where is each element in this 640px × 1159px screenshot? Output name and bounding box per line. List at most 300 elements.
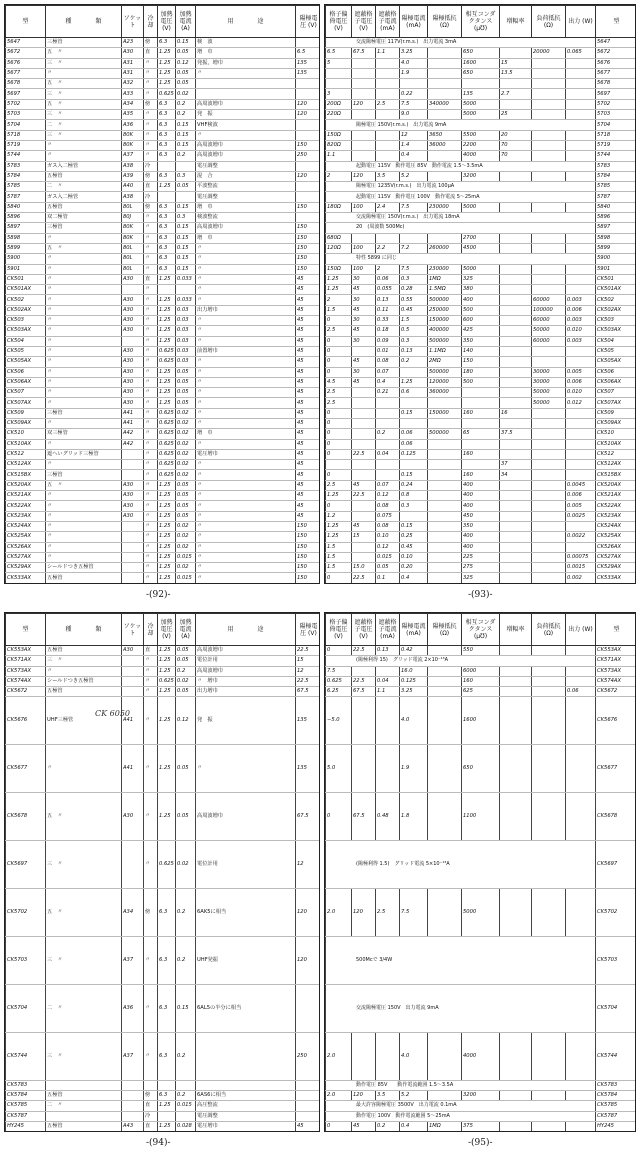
table-cell (122, 285, 144, 295)
table-cell: 〃 (144, 687, 158, 697)
table-cell: CK5704 (6, 984, 46, 1032)
table-cell (428, 666, 462, 676)
table-cell: 0.1 (376, 573, 400, 583)
table-cell: 4.0 (400, 1032, 428, 1080)
table-cell: 6.3 (158, 223, 176, 233)
table-cell: CK529AX (6, 563, 46, 573)
table-cell (566, 171, 596, 181)
table-row (326, 889, 637, 937)
table-cell: 1.25 (326, 274, 352, 284)
column-header: ソケット (122, 614, 144, 646)
table-row (6, 1090, 321, 1100)
table-cell (500, 511, 532, 521)
table-cell (376, 140, 400, 150)
table-95 (325, 613, 636, 1132)
table-cell (500, 1032, 532, 1080)
table-cell: 五極管 (46, 202, 122, 212)
table-cell: 〃 (144, 552, 158, 562)
table-cell: CK515BX (6, 470, 46, 480)
table-cell (296, 213, 321, 223)
table-cell: CK504 (6, 336, 46, 346)
column-header: 冷却 (144, 6, 158, 38)
table-cell (566, 274, 596, 284)
table-row (6, 48, 321, 58)
table-cell (428, 511, 462, 521)
table-cell: 0.24 (400, 480, 428, 490)
table-cell: CK525AX (6, 532, 46, 542)
table-cell: 電圧調整 (196, 192, 296, 202)
table-cell (532, 666, 566, 676)
table-cell (352, 470, 376, 480)
table-cell: 〃 (144, 357, 158, 367)
table-cell (532, 573, 566, 583)
table-cell: 625 (462, 687, 500, 697)
table-cell (462, 439, 500, 449)
table-cell: 0.21 (376, 388, 400, 398)
table-cell: 0.2 (176, 110, 196, 120)
table-cell: 〃 (46, 501, 122, 511)
table-cell: CK522AX (6, 501, 46, 511)
table-cell: 6.3 (158, 171, 176, 181)
table-row (6, 254, 321, 264)
table-cell (566, 346, 596, 356)
table-cell: 電圧調整 (196, 1111, 296, 1121)
table-cell: 0.15 (400, 408, 428, 418)
table-cell: 15.0 (352, 563, 376, 573)
table-row (326, 1111, 637, 1121)
table-cell (122, 583, 144, 584)
table-cell: 1.25 (158, 388, 176, 398)
table-cell: 5901 (596, 264, 637, 274)
table-cell (400, 398, 428, 408)
table-cell: 0.625 (158, 89, 176, 99)
table-cell: 7.5 (326, 666, 352, 676)
table-cell: 13.5 (500, 68, 532, 78)
table-cell: 1.25 (158, 367, 176, 377)
table-cell: 0.05 (176, 68, 196, 78)
table-cell: 4.5 (326, 377, 352, 387)
table-cell: 〃 (196, 130, 296, 140)
table-cell (428, 521, 462, 531)
table-cell: 1.9 (400, 745, 428, 793)
table-cell: 250 (296, 1032, 321, 1080)
table-cell: 0.06 (376, 274, 400, 284)
table-cell (566, 793, 596, 841)
table-cell: A30 (122, 501, 144, 511)
table-row (6, 408, 321, 418)
table-cell: HY245 (596, 1121, 637, 1131)
table-cell: 0.625 (158, 408, 176, 418)
table-cell (532, 1090, 566, 1100)
table-cell: 6.3 (158, 38, 176, 48)
table-cell: 二 〃 (46, 1101, 122, 1111)
table-cell: 5676 (6, 58, 46, 68)
table-cell: CK509 (6, 408, 46, 418)
table-cell: 高周波増巾 (196, 223, 296, 233)
table-cell: 〃 (46, 140, 122, 150)
page-number-95: -(95)- (468, 1138, 493, 1148)
table-cell: 0 (326, 336, 352, 346)
column-header: 種 類 (46, 614, 122, 646)
table-cell: A23 (122, 38, 144, 48)
table-cell (428, 542, 462, 552)
table-cell: 検 波 (196, 38, 296, 48)
table-cell: 22.5 (296, 646, 321, 656)
table-cell (500, 233, 532, 243)
table-cell: 0 (326, 408, 352, 418)
table-cell: 45 (352, 480, 376, 490)
table-cell: 〃 (144, 501, 158, 511)
table-cell: 3650 (428, 130, 462, 140)
table-cell: 150000 (428, 408, 462, 418)
table-92 (5, 5, 320, 584)
table-cell: CK5672 (596, 687, 637, 697)
table-cell: A30 (122, 480, 144, 490)
table-cell: 増 巾 (196, 202, 296, 212)
table-row (326, 213, 637, 223)
table-cell (376, 151, 400, 161)
table-cell (122, 552, 144, 562)
table-cell: 0 (326, 470, 352, 480)
table-cell: 0.02 (176, 408, 196, 418)
table-cell: 1.1 (326, 151, 352, 161)
table-cell (566, 439, 596, 449)
table-cell: 五極管 (46, 1090, 122, 1100)
table-cell: 0.22 (400, 89, 428, 99)
table-cell: 1.25 (326, 491, 352, 501)
table-row (326, 285, 637, 295)
table-row (326, 182, 637, 192)
table-cell: 1.25 (158, 305, 176, 315)
table-row (6, 418, 321, 428)
table-cell (500, 501, 532, 511)
table-cell: CK502AX (596, 305, 637, 315)
table-cell: 1.25 (158, 745, 176, 793)
table-cell: 直 (144, 646, 158, 656)
table-row (326, 583, 637, 584)
table-cell: CK520AX (6, 480, 46, 490)
table-cell: 2.5 (376, 889, 400, 937)
page-number-93: -(93)- (468, 590, 493, 600)
table-cell: 80K (122, 140, 144, 150)
table-cell: 0.02 (176, 470, 196, 480)
table-cell: 0.012 (566, 398, 596, 408)
table-row (326, 511, 637, 521)
table-cell (352, 542, 376, 552)
table-cell: 30000 (532, 377, 566, 387)
table-cell (196, 583, 296, 584)
column-header: 加熱電流 (A) (176, 6, 196, 38)
table-cell: 2.5 (326, 480, 352, 490)
table-cell: 〃 (46, 460, 122, 470)
table-row (326, 161, 637, 171)
table-cell: 直 (144, 182, 158, 192)
table-cell (376, 130, 400, 140)
table-cell: 0.2 (176, 99, 196, 109)
table-cell: CK512AX (6, 460, 46, 470)
table-row (6, 841, 321, 889)
table-row (6, 460, 321, 470)
table-cell: 〃 (46, 439, 122, 449)
table-cell (500, 264, 532, 274)
table-cell: 〃 (144, 120, 158, 130)
table-cell: 〃 (196, 745, 296, 793)
table-cell: 45 (352, 357, 376, 367)
table-cell: 0 (326, 646, 352, 656)
table-cell (566, 666, 596, 676)
table-cell (296, 583, 321, 584)
table-cell: 1.5 (326, 563, 352, 573)
column-header: 遮蔽格子電流 (mA) (376, 614, 400, 646)
table-cell (532, 408, 566, 418)
table-cell: 直 (144, 274, 158, 284)
table-cell (500, 687, 532, 697)
table-cell: 0.2 (376, 1121, 400, 1131)
table-cell: CK5787 (6, 1111, 46, 1121)
table-cell: 0.45 (400, 542, 428, 552)
table-cell: CK521AX (596, 491, 637, 501)
table-row (326, 542, 637, 552)
table-cell: 五極管 (46, 573, 122, 583)
table-row (6, 542, 321, 552)
table-cell: 1MΩ (428, 274, 462, 284)
table-row (6, 532, 321, 542)
table-cell: 400 (462, 491, 500, 501)
table-cell: 〃 (46, 151, 122, 161)
table-cell (532, 745, 566, 793)
table-row (326, 936, 637, 984)
table-cell: 0.055 (376, 285, 400, 295)
table-cell (428, 563, 462, 573)
table-row (326, 110, 637, 120)
table-cell: 150 (296, 202, 321, 212)
table-cell: CK5678 (6, 793, 46, 841)
table-cell: 60000 (532, 316, 566, 326)
table-cell: 120 (352, 99, 376, 109)
table-cell: CK553AX (596, 646, 637, 656)
table-cell: 0.4 (400, 151, 428, 161)
table-cell: 3200 (462, 171, 500, 181)
table-row (6, 89, 321, 99)
table-cell: 0.2 (176, 889, 196, 937)
table-cell: 0.15 (400, 470, 428, 480)
table-cell: 3.25 (400, 48, 428, 58)
table-row (6, 984, 321, 1032)
table-cell: 0.010 (566, 326, 596, 336)
table-row (6, 130, 321, 140)
table-cell (462, 418, 500, 428)
table-cell: 650 (462, 68, 500, 78)
table-cell: 〃 (46, 305, 122, 315)
table-cell: 0.05 (176, 501, 196, 511)
column-header: 冷却 (144, 614, 158, 646)
table-cell: 三極管 (46, 470, 122, 480)
table-note: 陽極電圧 1235V(r.m.s.) 出力電流 100μA (326, 182, 596, 192)
column-header: 型 (6, 6, 46, 38)
table-cell: 5500 (462, 130, 500, 140)
table-cell (352, 89, 376, 99)
table-cell: 0.4 (400, 573, 428, 583)
table-cell: 〃 (46, 377, 122, 387)
table-cell: 5901 (6, 264, 46, 274)
column-header: 加熱電流 (A) (176, 614, 196, 646)
table-cell: 80L (122, 243, 144, 253)
table-cell: 〃 (144, 285, 158, 295)
table-cell: A30 (122, 48, 144, 58)
table-cell: 0.6 (400, 388, 428, 398)
column-header: 増幅率 (500, 6, 532, 38)
table-cell: CK573AX (596, 666, 637, 676)
table-cell: 0.05 (176, 646, 196, 656)
table-cell: 0.2 (176, 936, 196, 984)
table-cell (122, 687, 144, 697)
column-header: 相互コンダクタンス (μ℧) (462, 6, 500, 38)
table-cell: 0.015 (376, 552, 400, 562)
table-cell: 〃 (144, 563, 158, 573)
table-cell: 5 (326, 58, 352, 68)
table-cell: 400 (462, 501, 500, 511)
table-93 (325, 5, 636, 584)
table-cell: 三 〃 (46, 1032, 122, 1080)
table-cell (500, 697, 532, 745)
table-cell (532, 511, 566, 521)
table-cell: 1.25 (158, 336, 176, 346)
table-cell: 0.11 (376, 305, 400, 315)
table-cell: 45 (296, 408, 321, 418)
table-cell: 0.03 (176, 336, 196, 346)
table-cell: 60000 (532, 336, 566, 346)
table-cell (196, 1080, 296, 1090)
table-cell: 0.05 (176, 367, 196, 377)
table-cell: 〃 (46, 326, 122, 336)
table-cell: 5677 (6, 68, 46, 78)
table-cell: VHF検波 (196, 120, 296, 130)
table-row (6, 357, 321, 367)
table-cell: 45 (296, 460, 321, 470)
table-cell (376, 89, 400, 99)
table-cell (176, 1111, 196, 1121)
table-cell: 0 (326, 367, 352, 377)
table-cell (500, 202, 532, 212)
table-row (326, 377, 637, 387)
table-cell: CK507AX (596, 398, 637, 408)
table-cell: CK5785 (6, 1101, 46, 1111)
table-cell: 5785 (596, 182, 637, 192)
table-cell: 6.3 (158, 1032, 176, 1080)
table-cell: 0.2 (176, 1032, 196, 1080)
table-cell: 6.3 (158, 254, 176, 264)
table-cell: 〃 (144, 511, 158, 521)
table-cell: 45 (296, 398, 321, 408)
table-cell: A39 (122, 171, 144, 181)
table-cell: CK5702 (6, 889, 46, 937)
table-cell (428, 573, 462, 583)
table-cell (376, 460, 400, 470)
table-cell (428, 552, 462, 562)
table-row (326, 346, 637, 356)
table-cell: CK5677 (596, 745, 637, 793)
table-cell: 五 〃 (46, 793, 122, 841)
table-cell: 7.5 (400, 202, 428, 212)
table-cell: 0.15 (176, 264, 196, 274)
table-row (326, 439, 637, 449)
table-cell: 120 (296, 889, 321, 937)
table-cell (428, 687, 462, 697)
table-row (6, 233, 321, 243)
table-cell: CK5702 (596, 889, 637, 937)
table-cell: 6.3 (158, 936, 176, 984)
table-cell: 0.15 (176, 130, 196, 140)
table-cell: 0.005 (566, 501, 596, 511)
column-header: 格子偏倚電圧 (V) (326, 6, 352, 38)
table-row (6, 491, 321, 501)
table-cell: 〃 (196, 336, 296, 346)
table-cell: 45 (296, 439, 321, 449)
table-cell: 0.2 (176, 666, 196, 676)
table-row (326, 1090, 637, 1100)
table-cell: 〃 (144, 1032, 158, 1080)
table-cell: 双二極管 (46, 213, 122, 223)
table-cell: 〃 (144, 89, 158, 99)
table-cell: 〃 (196, 460, 296, 470)
table-cell: 5718 (6, 130, 46, 140)
table-cell: 0.4 (400, 1121, 428, 1131)
table-cell: 0.00075 (566, 552, 596, 562)
table-cell: 直 (144, 1101, 158, 1111)
table-cell: 1.25 (158, 326, 176, 336)
table-cell: CK533AX (596, 573, 637, 583)
table-cell: 〃 (46, 418, 122, 428)
table-cell: A33 (122, 89, 144, 99)
table-cell (376, 68, 400, 78)
table-cell: 〃 (144, 521, 158, 531)
table-cell: 80J (122, 213, 144, 223)
table-cell: 50000 (532, 398, 566, 408)
table-cell: 1.25 (158, 646, 176, 656)
table-cell (566, 285, 596, 295)
table-row (6, 223, 321, 233)
table-cell (500, 336, 532, 346)
table-cell: 120 (296, 110, 321, 120)
table-cell: 1.25 (158, 552, 176, 562)
table-cell: 45 (296, 357, 321, 367)
table-cell: 冷 (144, 161, 158, 171)
table-cell: 150 (296, 563, 321, 573)
table-cell (500, 1090, 532, 1100)
table-cell: 傍 (144, 1090, 158, 1100)
table-cell: 45 (296, 470, 321, 480)
table-cell: CK523AX (6, 511, 46, 521)
table-cell: 22.5 (296, 676, 321, 686)
column-header: 出力 (W) (566, 614, 596, 646)
table-cell (462, 460, 500, 470)
table-cell (296, 79, 321, 89)
table-cell (532, 687, 566, 697)
table-cell: 0 (326, 418, 352, 428)
table-cell (566, 89, 596, 99)
table-cell (352, 552, 376, 562)
table-cell: 〃 (144, 336, 158, 346)
table-cell: 1.25 (158, 532, 176, 542)
table-cell: 三極管 (46, 38, 122, 48)
table-cell: ガス入二極管 (46, 192, 122, 202)
table-cell (428, 151, 462, 161)
table-cell (400, 460, 428, 470)
table-cell: 0.3 (176, 171, 196, 181)
table-cell: 〃 (144, 470, 158, 480)
table-cell: 2.4 (376, 202, 400, 212)
table-cell: A30 (122, 388, 144, 398)
